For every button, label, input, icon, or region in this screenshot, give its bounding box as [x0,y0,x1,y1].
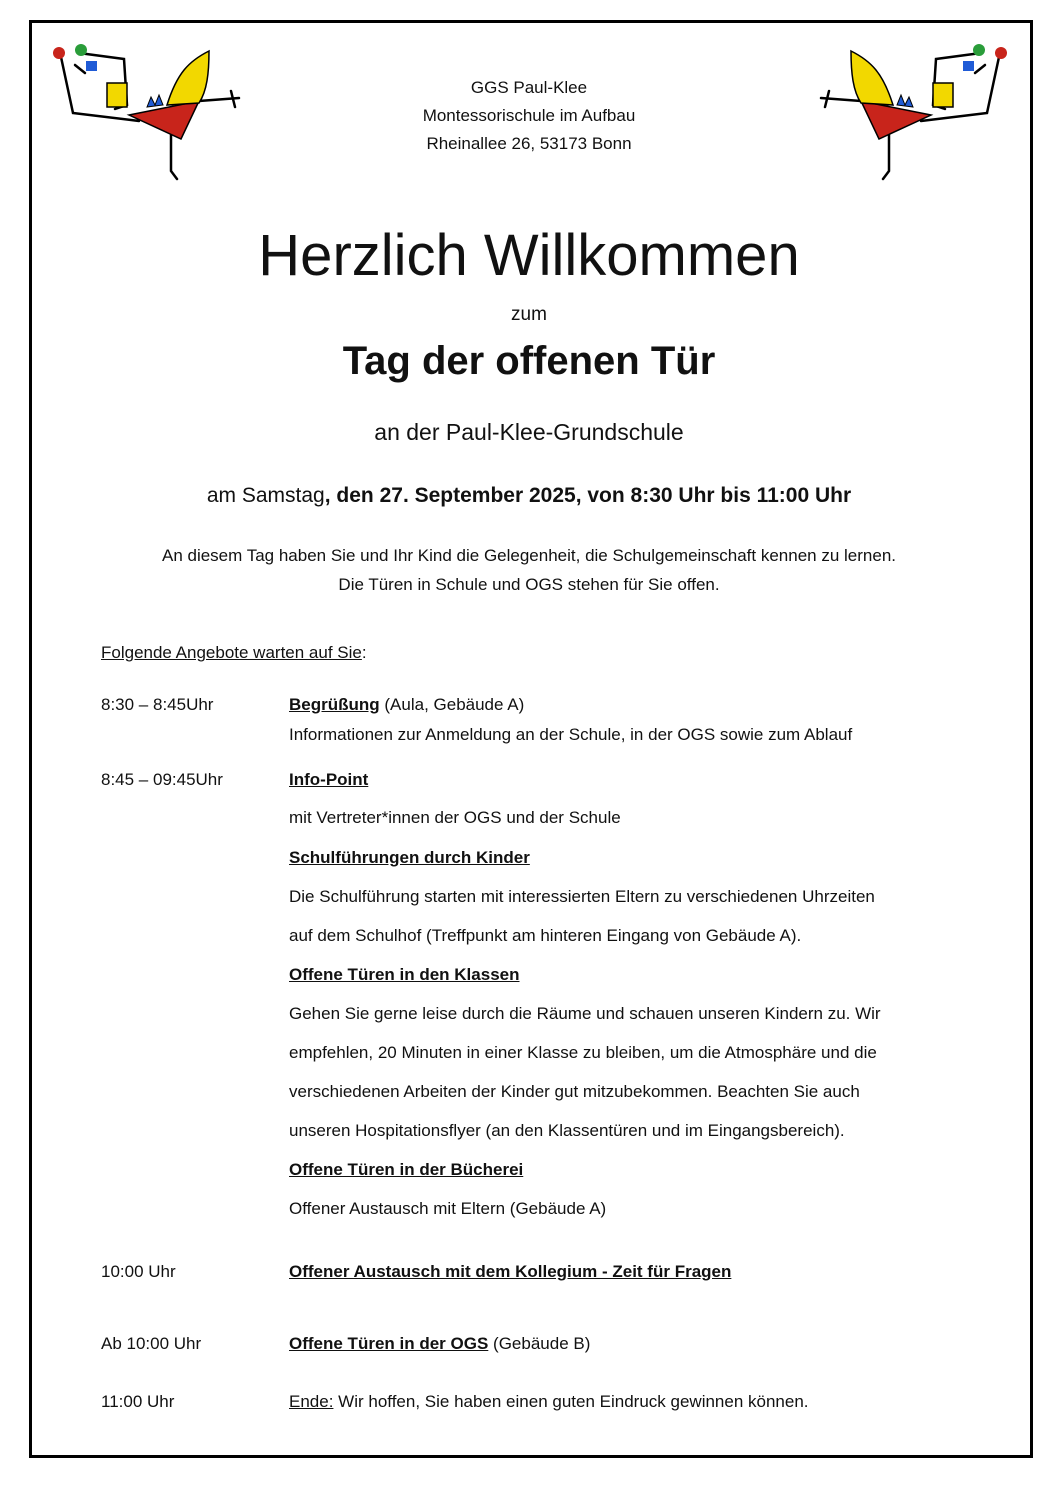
title-connector: zum [511,304,547,325]
buecherei-text: Offener Austausch mit Eltern (Gebäude A) [289,1199,607,1218]
section-heading-colon: : [361,643,367,662]
item-title-buecherei: Offene Türen in der Bücherei [289,1160,524,1179]
section-heading-text: Folgende Angebote warten auf Sie [101,643,362,662]
schedule-time-2: 8:45 – 09:45Uhr [101,770,223,789]
event-title: Tag der offenen Tür [342,339,716,383]
klassen-line-1: Gehen Sie gerne leise durch die Räume und schauen unseren Kindern zu. Wir [289,1004,881,1023]
klassen-line-3: verschiedenen Arbeiten der Kinder gut mitzubekommen. Beachten Sie auch [289,1082,860,1101]
item-suffix-ogs: (Gebäude B) [488,1334,591,1353]
intro-line-2: Die Türen in Schule und OGS stehen für Sie offen. [338,575,720,594]
schulfuehrungen-line-1: Die Schulführung starten mit interessierten Eltern zu verschiedenen Uhrzeiten [289,887,875,906]
date-prefix: am Samstag [206,484,325,507]
date-details: , den 27. September 2025, von 8:30 Uhr bis 11:00 Uhr [324,484,852,507]
item-title-info-point: Info-Point [289,770,369,789]
item-suffix-begruessung: (Aula, Gebäude A) [379,695,525,714]
school-name: GGS Paul-Klee [470,78,588,97]
item-title-schulfuehrungen: Schulführungen durch Kinder [289,848,530,867]
schedule-time-3: 10:00 Uhr [101,1262,176,1281]
schedule-time-5: 11:00 Uhr [101,1392,175,1411]
intro-text [0,541,1058,599]
item-title-kollegium: Offener Austausch mit dem Kollegium - Zeit für Fragen [289,1262,732,1281]
item-title-klassen: Offene Türen in den Klassen [289,965,520,984]
schedule-heading-4 [289,1331,590,1357]
item-title-ogs: Offene Türen in der OGS [289,1334,489,1353]
klassen-line-4: unseren Hospitationsflyer (an den Klassentüren und im Eingangsbereich). [289,1121,845,1140]
event-location: an der Paul-Klee-Grundschule [374,419,684,445]
page-title: Herzlich Willkommen [258,223,800,288]
section-heading [101,640,367,666]
info-point-text: mit Vertreter*innen der OGS und der Schule [289,808,621,827]
item-title-begruessung: Begrüßung [289,695,380,714]
schedule-heading-5 [289,1389,809,1415]
klassen-line-2: empfehlen, 20 Minuten in einer Klasse zu bleiben, um die Atmosphäre und die [289,1043,877,1062]
school-address: Rheinallee 26, 53173 Bonn [426,134,632,153]
schedule-time-1: 8:30 – 8:45Uhr [101,695,214,714]
item-title-ende: Ende: [289,1392,334,1411]
schedule-heading-1 [289,692,524,718]
item-suffix-ende: Wir hoffen, Sie haben einen guten Eindruck gewinnen können. [333,1392,809,1411]
schedule-line-1: Informationen zur Anmeldung an der Schule, in der OGS sowie zum Ablauf [289,725,853,744]
school-subtitle: Montessorischule im Aufbau [422,106,636,125]
event-date [0,481,1058,511]
intro-line-1: An diesem Tag haben Sie und Ihr Kind die Gelegenheit, die Schulgemeinschaft kennen zu lernen. [161,546,896,565]
schedule-time-4: Ab 10:00 Uhr [101,1334,202,1353]
schulfuehrungen-line-2: auf dem Schulhof (Treffpunkt am hinteren Eingang von Gebäude A). [289,926,802,945]
